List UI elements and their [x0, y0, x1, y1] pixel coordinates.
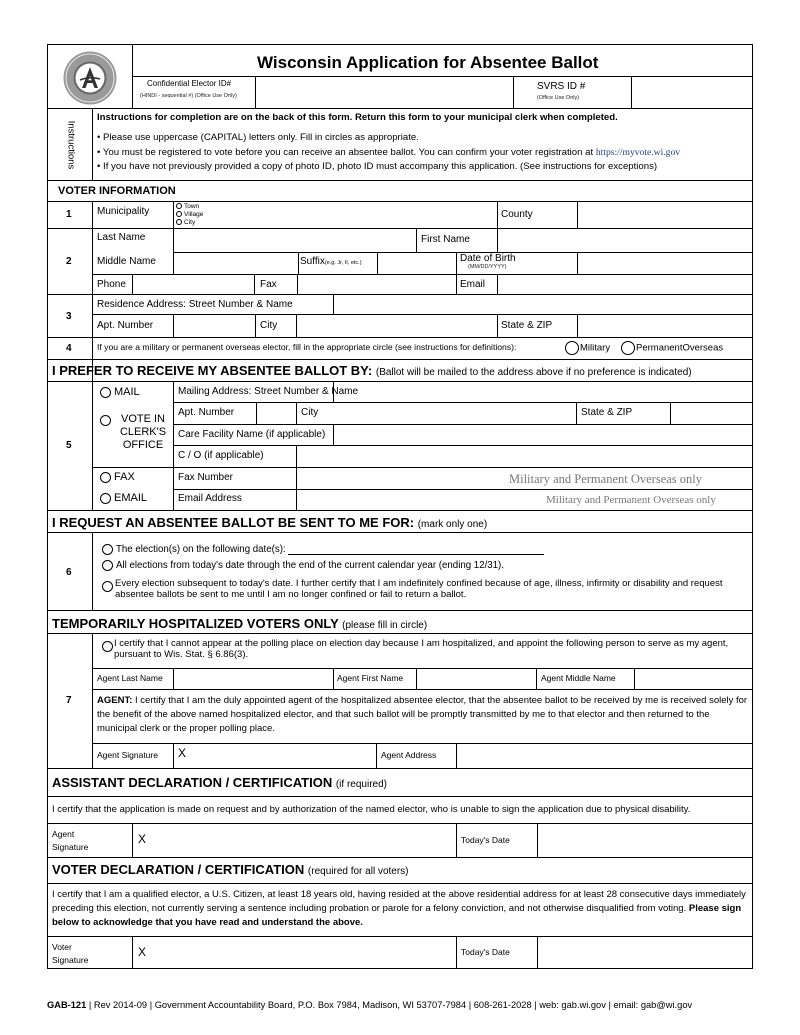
dob-label: Date of Birth [460, 253, 516, 264]
agent-signature-x: X [178, 746, 187, 760]
suffix-field[interactable] [378, 253, 455, 273]
state-zip-label: State & ZIP [501, 320, 553, 331]
instructions-side-label: Instructions [65, 120, 77, 170]
residence-address-field[interactable] [334, 295, 752, 313]
agent-address-field[interactable] [457, 744, 752, 767]
email-address-label: Email Address [178, 493, 242, 504]
footer-contact: | Rev 2014-09 | Government Accountability Board, P.O. Box 7984, Madison, WI 53707-7984 | 608-261-2028 | web: gab.wi.gov | email: gab@wi.gov [88, 1000, 693, 1010]
row-number-1: 1 [66, 209, 72, 220]
row-number-3: 3 [66, 311, 72, 322]
agent-certification-text: AGENT: I certify that I am the duly appointed agent of the hospitalized absentee elector, that the absentee ballot to be received by me is received solely for the benefit of the above named hospitalized elector, and that such ballot will be promptly transmitted by me to that elector and then returned to the municipal clerk or the proper polling place. [97, 695, 748, 734]
gab-seal-logo [62, 50, 118, 106]
residence-address-label: Residence Address: Street Number & Name [97, 299, 293, 310]
agent-signature-label: Agent Signature [97, 750, 158, 760]
row-number-7: 7 [66, 695, 72, 706]
assistant-signature-label: Agent Signature [52, 829, 89, 853]
vote-in-clerks-office-circle[interactable] [100, 415, 111, 426]
dates-input-line[interactable] [288, 545, 544, 555]
first-name-field[interactable] [498, 229, 752, 251]
row-number-4: 4 [66, 343, 72, 354]
agent-address-label: Agent Address [381, 750, 437, 760]
agent-middle-name-label: Agent Middle Name [541, 673, 616, 683]
confidential-elector-id-field[interactable] [256, 77, 512, 107]
hospitalized-heading: TEMPORARILY HOSPITALIZED VOTERS ONLY (please fill in circle) [52, 616, 428, 631]
agent-first-name-label: Agent First Name [337, 673, 404, 683]
muni-option-village[interactable]: Village [176, 211, 203, 218]
agent-middle-name-field[interactable] [635, 669, 752, 688]
c-o-field[interactable] [297, 446, 752, 466]
phone-label: Phone [97, 279, 126, 290]
voter-signature-field[interactable] [149, 937, 455, 968]
assistant-declaration-heading: ASSISTANT DECLARATION / CERTIFICATION (if required) [52, 775, 387, 790]
specific-dates-circle[interactable] [102, 544, 113, 555]
svrs-id-note: (Office Use Only) [537, 95, 580, 101]
muni-option-city[interactable]: City [176, 219, 195, 226]
assistant-date-label: Today's Date [461, 835, 510, 845]
mailing-address-label: Mailing Address: Street Number & Name [178, 386, 359, 397]
dob-field[interactable] [578, 253, 752, 273]
agent-last-name-label: Agent Last Name [97, 673, 163, 683]
care-facility-label: Care Facility Name (if applicable) [178, 429, 326, 440]
fax-military-only-note: Military and Permanent Overseas only [509, 472, 703, 486]
mail-state-zip-label: State & ZIP [581, 407, 633, 418]
fax-label: Fax [260, 279, 277, 290]
hospitalized-certify-text: I certify that I cannot appear at the polling place on election day because I am hospitalized, and appoint the following person to serve as my agent, pursuant to Wis. Stat. § 6.86(3). [114, 638, 729, 661]
instruction-bullet-1: • Please use uppercase (CAPITAL) letters only. Fill in circles as appropriate. [97, 132, 419, 143]
agent-first-name-field[interactable] [417, 669, 535, 688]
muni-option-town[interactable]: Town [176, 203, 199, 210]
fax-field[interactable] [298, 275, 455, 293]
email-option[interactable]: EMAIL [100, 492, 147, 505]
row-number-2: 2 [66, 256, 72, 267]
svrs-id-field[interactable] [632, 77, 752, 107]
last-name-field[interactable] [174, 229, 415, 251]
fax-number-label: Fax Number [178, 472, 234, 483]
first-name-label: First Name [421, 234, 470, 245]
hospitalized-certify-circle[interactable] [102, 641, 113, 652]
email-military-only-note: Military and Permanent Overseas only [546, 494, 716, 506]
permanent-overseas-option[interactable]: PermanentOverseas [621, 341, 723, 355]
row-number-5: 5 [66, 440, 72, 451]
county-label: County [501, 209, 533, 220]
village-circle[interactable] [176, 211, 182, 217]
dob-hint: (MM/DD/YYYY) [468, 264, 507, 270]
military-option[interactable]: Military [565, 341, 610, 355]
row-number-6: 6 [66, 567, 72, 578]
mail-circle[interactable] [100, 387, 111, 398]
military-question: If you are a military or permanent overseas elector, fill in the appropriate circle (see instructions for definitions): [97, 342, 517, 352]
mail-apt-field[interactable] [257, 403, 295, 423]
voter-declaration-text: I certify that I am a qualified elector, a U.S. Citizen, at least 18 years old, having resided at the above residential address for at least 28 consecutive days immediately preceding this election, not currently serving a sentence including probation or parole for a felony conviction, and not otherwise disqualified from voting. Please sign below to acknowledge that you have read and understand the above. [52, 889, 746, 928]
city-circle[interactable] [176, 219, 182, 225]
town-circle[interactable] [176, 203, 182, 209]
mailing-address-field[interactable] [334, 382, 752, 401]
absentee-ballot-form: Wisconsin Application for Absentee Ballot Confidential Elector ID# (HINDI - sequential #) (Office Use Only) SVRS ID # (Office Use Only) Instructions Instructions for completion are on the back of this form. Return this form to your municipal clerk when completed. • Please use uppercase (CAPITAL) letters only. Fill in circles as appropriate. • You must be registered to vote before you can receive an absentee ballot. You can confirm your voter registration at https://myvote.wi.gov • If you have not previously provided a copy of photo ID, photo ID must accompany this application. (See instructions for exceptions) VOTER INFORMATION 1 2 3 4 5 6 7 Municipality Town Village City County Last Name First Name Middle Name Suffix(e.g. Jr, II, etc.) Date of Birth (MM/DD/YYYY) Phone Fax Email Residence Address: Street Number & Name Apt. Number City State & ZIP If you are a military or permanent overseas elector, fill in the appropriate circle (see instructions for definitions): Military PermanentOverseas I PREFER TO RECEIVE MY ABSENTEE BALLOT BY: (Ballot will be mailed to the address above if no preference is indicated) MAIL Mailing Address: Street Number & Name Apt. Number City State & ZIP VOTE IN CLERK'S OFFICE Care Facility Name (if applicable) C / O (if applicable) FAX Fax Number Military and Permanent Overseas only EMAIL Email Address Military and Permanent Overseas only I REQUEST AN ABSENTEE BALLOT BE SENT TO ME FOR: (mark only one) The election(s) on the following date(s): All elections from today's date through the end of the current calendar year (ending 12/31). Every election subsequent to today's date. I further certify that I am indefinitely confined because of age, illness, infirmity or disability and request absentee ballots be sent to me until I am no longer confined or fail to return a ballot. TEMPORARILY HOSPITALIZED VOTERS ONLY (please fill in circle) I certify that I cannot appear at the polling place on election day because I am hospitalized, and appoint the following person to serve as my agent, pursuant to Wis. Stat. § 6.86(3). Agent Last Name Agent First Name Agent Middle Name AGENT: I certify that I am the duly appointed agent of the hospitalized absentee elector, that the absentee ballot to be received by me is received solely for the benefit of the above named hospitalized elector, and that such ballot will be promptly transmitted by me to that elector and then returned to the municipal clerk or the proper polling place. Agent Signature X Agent Address ASSISTANT DECLARATION / CERTIFICATION (if required) I certify that the application is made on request and by authorization of the named elector, who is unable to sign the application due to physical disability. Agent Signature X Today's Date VOTER DECLARATION / CERTIFICATION (required for all voters) I certify that I am a qualified elector, a U.S. Citizen, at least 18 years old, having resided at the above residential address for at least 28 consecutive days immediately preceding this election, not currently serving a sentence including probation or parole for a felony conviction, and not otherwise disqualified from voting. Please sign below to acknowledge that you have read and understand the above. Voter Signature X Today's Date [47, 44, 753, 969]
calendar-year-circle[interactable] [102, 560, 113, 571]
voter-declaration-heading: VOTER DECLARATION / CERTIFICATION (required for all voters) [52, 862, 409, 877]
c-o-label: C / O (if applicable) [178, 450, 264, 461]
city-field[interactable] [297, 315, 496, 336]
instruction-bullet-3: • If you have not previously provided a copy of photo ID, photo ID must accompany this application. (See instructions for exceptions) [97, 161, 658, 172]
municipality-label: Municipality [97, 206, 150, 217]
middle-name-label: Middle Name [97, 256, 156, 267]
assistant-declaration-text: I certify that the application is made on request and by authorization of the named elector, who is unable to sign the application due to physical disability. [52, 804, 691, 815]
city-label: City [260, 320, 278, 331]
permanent-overseas-circle[interactable] [621, 341, 635, 355]
confidential-elector-id-label: Confidential Elector ID# [147, 79, 232, 88]
form-id: GAB-121 [47, 1000, 87, 1010]
page-footer [47, 1000, 692, 1011]
option-calendar-year[interactable]: All elections from today's date through the end of the current calendar year (ending 12/31). [102, 560, 504, 571]
voter-signature-x: X [138, 945, 147, 959]
military-circle[interactable] [565, 341, 579, 355]
svrs-id-label: SVRS ID # [537, 81, 586, 92]
assistant-signature-x: X [138, 832, 147, 846]
last-name-label: Last Name [97, 232, 146, 243]
voter-date-field[interactable] [538, 937, 752, 968]
mail-city-field[interactable] [334, 403, 575, 423]
fax-option[interactable]: FAX [100, 471, 135, 484]
myvote-link[interactable]: https://myvote.wi.gov [595, 147, 681, 158]
voter-information-heading: VOTER INFORMATION [58, 185, 176, 197]
apt-number-field[interactable] [174, 315, 254, 336]
confidential-elector-id-note: (HINDI - sequential #) (Office Use Only) [140, 93, 237, 99]
instruction-bullet-2: • You must be registered to vote before you can receive an absentee ballot. You can confirm your voter registration at https://myvote.wi.gov [97, 147, 681, 158]
county-field[interactable] [578, 202, 752, 227]
state-zip-field[interactable] [578, 315, 752, 336]
suffix-label: Suffix(e.g. Jr, II, etc.) [300, 256, 362, 267]
mail-state-zip-field[interactable] [671, 403, 752, 423]
mail-apt-label: Apt. Number [178, 407, 235, 418]
fax-circle[interactable] [100, 472, 111, 483]
option-indefinitely-confined: Every election subsequent to today's date. I further certify that I am indefinitely confined because of age, illness, infirmity or disability and request absentee ballots be sent to me until I am no longer confined or fail to return a ballot. [115, 578, 723, 601]
assistant-date-field[interactable] [538, 824, 752, 856]
email-label: Email [460, 279, 486, 290]
email-circle[interactable] [100, 493, 111, 504]
assistant-signature-field[interactable] [149, 824, 455, 856]
receive-ballot-heading: I PREFER TO RECEIVE MY ABSENTEE BALLOT BY: (Ballot will be mailed to the address above if no preference is indicated) [52, 363, 692, 378]
request-ballot-heading: I REQUEST AN ABSENTEE BALLOT BE SENT TO ME FOR: (mark only one) [52, 515, 488, 530]
option-specific-dates[interactable]: The election(s) on the following date(s): [102, 544, 544, 555]
middle-name-field[interactable] [174, 253, 297, 273]
instructions-heading: Instructions for completion are on the back of this form. Return this form to your municipal clerk when completed. [97, 112, 618, 123]
phone-field[interactable] [133, 275, 253, 293]
form-title: Wisconsin Application for Absentee Ballot [257, 53, 599, 72]
care-facility-field[interactable] [334, 425, 752, 444]
indefinitely-confined-circle[interactable] [102, 581, 113, 592]
apt-number-label: Apt. Number [97, 320, 154, 331]
municipality-field[interactable] [214, 202, 496, 227]
voter-signature-label: Voter Signature [52, 942, 89, 966]
agent-signature-field[interactable] [189, 744, 375, 767]
mail-city-label: City [301, 407, 319, 418]
agent-last-name-field[interactable] [174, 669, 332, 688]
mail-option[interactable]: MAIL [100, 386, 140, 399]
voter-date-label: Today's Date [461, 947, 510, 957]
email-field[interactable] [498, 275, 752, 293]
